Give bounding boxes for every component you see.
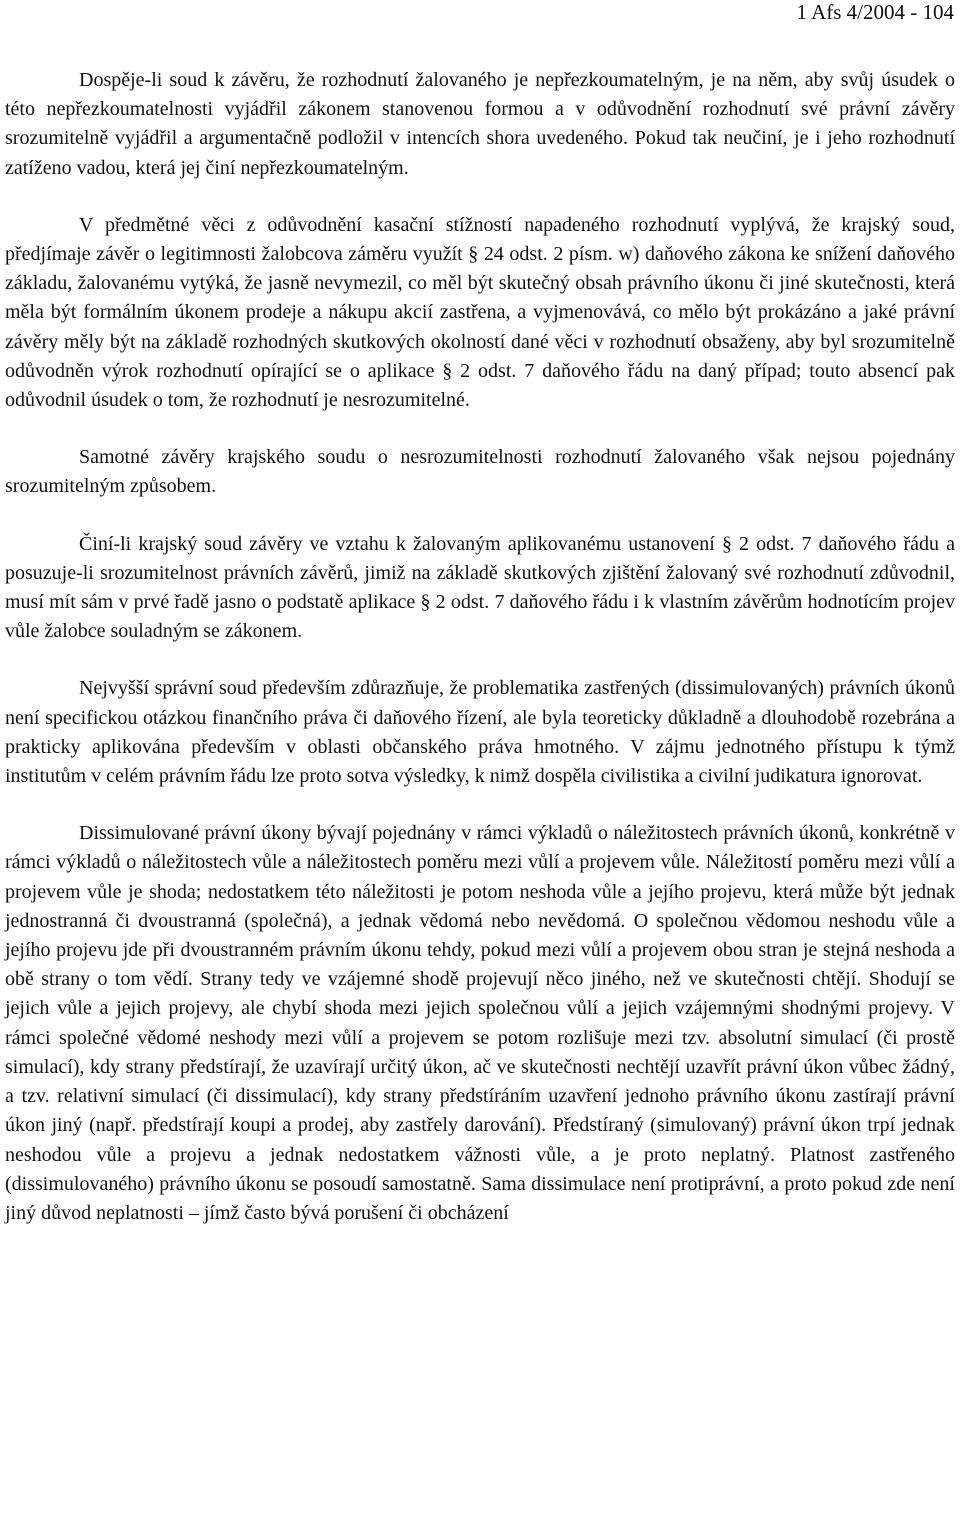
paragraph-5: Nejvyšší správní soud především zdůrazňuje, že problematika zastřených (dissimulovaných) právních úkonů není specifickou otázkou finančního práva či daňového řízení, ale byla teoreticky důkladně a dlouhodobě rozebrána a prakticky aplikována především v oblasti občanského práva hmotného. V zájmu jednotného přístupu k týmž institutům v celém právním řádu lze proto sotva výsledky, k nimž dospěla civilistika a civilní judikatura ignorovat. — [5, 677, 955, 788]
paragraph-3: Samotné závěry krajského soudu o nesrozumitelnosti rozhodnutí žalovaného však nejsou pojednány srozumitelným způsobem. — [5, 446, 955, 498]
paragraph-2: V předmětné věci z odůvodnění kasační stížností napadeného rozhodnutí vyplývá, že krajský soud, předjímaje závěr o legitimnosti žalobcova záměru využít § 24 odst. 2 písm. w) daňového zákona ke snížení daňového základu, žalovanému vytýká, že jasně nevymezil, co měl být skutečný obsah právního úkonu či jiné skutečnosti, která měla být formálním úkonem prodeje a nákupu akcií zastřena, a vyjmenovává, co mělo být prokázáno a jaké právní závěry měly být na základě rozhodných skutkových okolností dané věci v rozhodnutí obsaženy, aby byl srozumitelně odůvodněn výrok rozhodnutí opírající se o aplikace § 2 odst. 7 daňového řádu na daný případ; touto absencí pak odůvodnil úsudek o tom, že rozhodnutí je nesrozumitelné. — [5, 213, 955, 412]
paragraph-4: Činí-li krajský soud závěry ve vztahu k žalovaným aplikovanému ustanovení § 2 odst. 7 daňového řádu a posuzuje-li srozumitelnost právních závěrů, jimiž na základě skutkových zjištění žalovaný své rozhodnutí zdůvodnil, musí mít sám v prvé řadě jasno o podstatě aplikace § 2 odst. 7 daňového řádu i k vlastním závěrům hodnotícím projev vůle žalobce souladným se zákonem. — [5, 532, 955, 643]
paragraph-6: Dissimulované právní úkony bývají pojednány v rámci výkladů o náležitostech právních úkonů, konkrétně v rámci výkladů o náležitostech vůle a náležitostech poměru mezi vůlí a projevem vůle. Náležitostí poměru mezi vůlí a projevem vůle je shoda; nedostatkem této náležitosti je potom neshoda vůle a jejího projevu, která může být jednak jednostranná či dvoustranná (společná), a jednak vědomá nebo nevědomá. O společnou vědomou neshodu vůle a jejího projevu jde při dvoustranném právním úkonu tehdy, pokud mezi vůlí a projevem obou stran je stejná neshoda a obě strany o tom vědí. Strany tedy ve vzájemné shodě projevují něco jiného, než ve skutečnosti chtějí. Shodují se jejich vůle a jejich projevy, ale chybí shoda mezi jejich společnou vůlí a jejich vzájemnými shodnými projevy. V rámci společné vědomé neshody mezi vůlí a projevem se potom rozlišuje mezi tzv. absolutní simulací (či prostě simulací), kdy strany předstírají, že uzavírají určitý úkon, ač ve skutečnosti nechtějí uzavřít právní úkon vůbec žádný, a tzv. relativní simulací (či dissimulací), kdy strany předstíráním uzavření jednoho právního úkonu zastírají právní úkon jiný (např. předstírají koupi a prodej, aby zastřely darování). Předstíraný (simulovaný) právní úkon trpí jednak neshodou vůle a projevu a jednak nedostatkem vážnosti vůle, a je proto neplatný. Platnost zastřeného (dissimulovaného) právního úkonu se posoudí samostatně. Sama dissimulace není protiprávní, a proto pokud zde není jiný důvod neplatnosti – jímž často bývá porušení či obcházení — [5, 822, 955, 1224]
paragraph-1: Dospěje-li soud k závěru, že rozhodnutí žalovaného je nepřezkoumatelným, je na něm, aby svůj úsudek o této nepřezkoumatelnosti vyjádřil zákonem stanovenou formou a v odůvodnění rozhodnutí své právní závěry srozumitelně vyjádřil a argumentačně podložil v intencích shora uvedeného. Pokud tak neučiní, je i jeho rozhodnutí zatíženo vadou, která jej činí nepřezkoumatelným. — [5, 69, 955, 179]
document-body — [5, 66, 955, 1256]
case-number-header: 1 Afs 4/2004 - 104 — [796, 0, 954, 24]
